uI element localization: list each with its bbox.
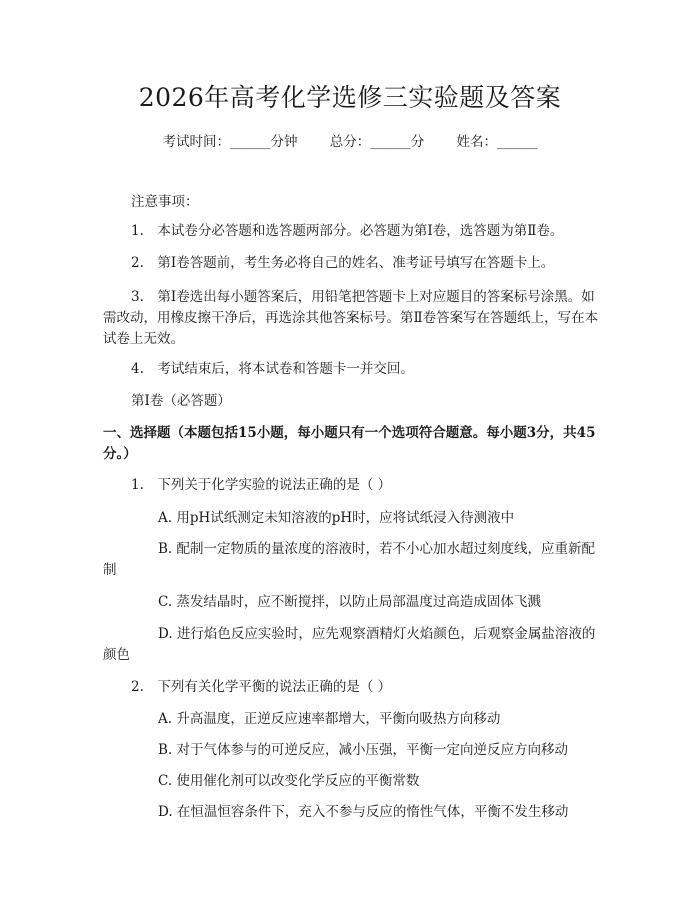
question-1-stem: 1. 下列关于化学实验的说法正确的是（ ） <box>131 477 392 493</box>
notice-item-1: 1. 本试卷分必答题和选答题两部分。必答题为第Ⅰ卷，选答题为第Ⅱ卷。 <box>131 223 564 239</box>
part1-label: 第Ⅰ卷（必答题） <box>131 393 231 409</box>
question-2-option-d: D. 在恒温恒容条件下，充入不参与反应的惰性气体，平衡不发生移动 <box>158 804 569 820</box>
page-title: 2026年高考化学选修三实验题及答案 <box>138 83 562 112</box>
question-1-option-b: B. 配制一定物质的量浓度的溶液时，若不小心加水超过刻度线，应重新配制 <box>103 541 596 578</box>
notice-heading: 注意事项： <box>131 194 199 210</box>
notice-item-3: 3. 第Ⅰ卷选出每小题答案后，用铅笔把答题卡上对应题目的答案标号涂黑。如需改动，用橡皮擦干净后，再选涂其他答案标号。第Ⅱ卷答案写在答题纸上，写在本试卷上无效。 <box>103 289 599 347</box>
exam-time-field: 考试时间：______分钟 <box>162 134 298 150</box>
question-2-option-c: C. 使用催化剂可以改变化学反应的平衡常数 <box>158 773 420 789</box>
notice-item-4: 4. 考试结束后，将本试卷和答题卡一并交回。 <box>131 361 414 377</box>
exam-info-line <box>0 132 700 152</box>
question-2-option-a: A. 升高温度，正逆反应速率都增大，平衡向吸热方向移动 <box>158 711 501 727</box>
question-1-option-c: C. 蒸发结晶时，应不断搅拌，以防止局部温度过高造成固体飞溅 <box>158 594 541 610</box>
name-field: 姓名：______ <box>456 134 538 150</box>
question-1-option-a: A. 用pH试纸测定未知溶液的pH时，应将试纸浸入待测液中 <box>158 510 515 526</box>
section1-heading: 一、选择题（本题包括15小题，每小题只有一个选项符合题意。每小题3分，共45分。） <box>103 425 596 462</box>
question-1-option-d: D. 进行焰色反应实验时，应先观察酒精灯火焰颜色，后观察金属盐溶液的颜色 <box>103 626 596 663</box>
question-2-stem: 2. 下列有关化学平衡的说法正确的是（ ） <box>131 679 392 695</box>
notice-item-2: 2. 第Ⅰ卷答题前，考生务必将自己的姓名、准考证号填写在答题卡上。 <box>131 255 555 271</box>
total-score-field: 总分：______分 <box>329 134 425 150</box>
question-2-option-b: B. 对于气体参与的可逆反应，减小压强，平衡一定向逆反应方向移动 <box>158 742 569 758</box>
